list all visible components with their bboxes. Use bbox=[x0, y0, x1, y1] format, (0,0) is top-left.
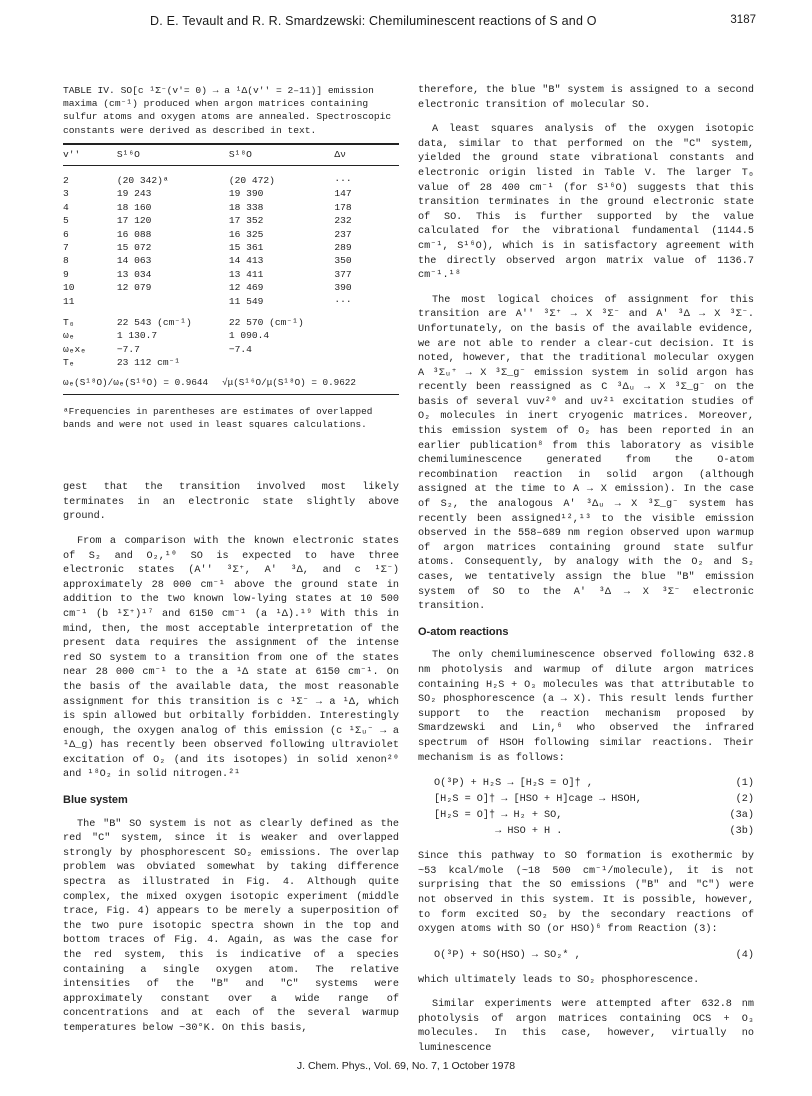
right-paragraph-3: The most logical choices of assignment for this transition are A'' ³Σ⁺ → X ³Σ⁻ and A' ³Δ → X ³Σ⁻. Unfortunately, on the basis of the available evidence, we are not able to render a clear-cut decision. It is noted, however, that the traditional molecular oxygen A ³Σᵤ⁺ → X ³Σ_g⁻ emission system in solid argon has recently been reassigned as C ³Δᵤ → X ³Σ_g⁻ on the basis of several vuv²⁰ and uv²¹ excitation studies of O₂ molecules in inert cryogenic matrices. Moreover, this emission system of O₂ has been reported in an earlier publication⁸ from this laboratory as visible chemiluminescence generated from the O-atom recombination reaction in solid argon (although assigned at the time to A → X emission). In the case of S₂, the analogous A' ³Δᵤ → X ³Σ_g⁻ system has recently been assigned¹²,¹³ to the visible emission observed in the 558–689 nm region observed upon warmup of argon matrices containing ground state sulfur atoms. Consequently, by analogy with the O₂ and S₂ cases, we tentatively assign the blue "B" emission system of SO to the A' ³Δ → X ³Σ⁻ electronic transition. bbox=[418, 294, 754, 613]
equation-expression: [H₂S = O]† → [HSO + H]cage → HSOH, bbox=[434, 794, 642, 806]
table-cell: 10 bbox=[63, 282, 75, 294]
table-row bbox=[63, 268, 399, 281]
table-cell: (20 472) bbox=[228, 174, 275, 186]
table-cell: 8 bbox=[63, 255, 69, 267]
table-cell: 16 325 bbox=[228, 228, 264, 240]
equation-block-4 bbox=[418, 948, 754, 964]
table-cell: 1 130.7 bbox=[116, 330, 158, 342]
equation-expression: O(³P) + H₂S → [H₂S = O]† , bbox=[434, 778, 593, 790]
left-paragraph-3: The "B" SO system is not as clearly defined as the red "C" system, since it is weaker and overlapped strongly by phosphorescent SO₂ emissions. The overlap problem was obviated somewhat by taking difference spectra as illustrated in Fig. 4. Although quite complex, the mixed oxygen isotopic experiment (middle trace, Fig. 4) appears to be merely a superposition of the two pure isotopic spectra shown in the top and bottom traces of Fig. 4. Again, as was the case for the red system, this is indicative of a species containing a single oxygen atom. The relative intensities of the "B" and "C" systems were approximately constant over a wide range of concentrations and at each of the several warmup temperatures below ~30°K. On this basis, bbox=[63, 818, 399, 1034]
section-heading-o-atom-reactions: O-atom reactions bbox=[418, 625, 509, 638]
table-row bbox=[63, 281, 399, 294]
running-head bbox=[0, 14, 812, 34]
table-cell: 5 bbox=[63, 215, 69, 227]
table-cell: 13 411 bbox=[228, 268, 264, 280]
equation-number: (3a) bbox=[729, 810, 754, 822]
table-cell: 17 120 bbox=[116, 215, 152, 227]
equation bbox=[418, 792, 754, 808]
table-cell: −7.4 bbox=[228, 343, 252, 355]
table-cell: 19 243 bbox=[116, 188, 152, 200]
table-cell: 377 bbox=[334, 268, 352, 280]
right-paragraph-6: which ultimately leads to SO₂ phosphorescence. bbox=[418, 974, 700, 986]
page-number: 3187 bbox=[730, 14, 756, 26]
right-paragraph-7: Similar experiments were attempted after 632.8 nm photolysis of argon matrices containing OCS + O₃ molecules. In this case, however, virtually no luminescence bbox=[418, 999, 754, 1055]
table-cell bbox=[117, 295, 229, 308]
equation-expression: O(³P) + SO(HSO) → SO₂* , bbox=[434, 949, 581, 961]
equation bbox=[418, 808, 754, 824]
table-caption: TABLE IV. SO[c ¹Σ⁻(v'= 0) → a ¹Δ(v'' = 2–11)] emission maxima (cm⁻¹) produced when argon matrices containing sulfur atoms and oxygen atoms are annealed. Spectroscopic constants were derived as described in text. bbox=[63, 85, 392, 136]
table-row bbox=[63, 228, 399, 241]
equation-block bbox=[418, 776, 754, 840]
table-cell: 3 bbox=[63, 188, 69, 200]
table-cell: 232 bbox=[334, 215, 352, 227]
equation-number: (1) bbox=[735, 778, 754, 790]
table-cell: ωₑxₑ bbox=[63, 343, 87, 355]
equation bbox=[418, 776, 754, 792]
equation-expression: [H₂S = O]† → H₂ + SO, bbox=[434, 810, 563, 822]
equation-number: (2) bbox=[735, 794, 754, 806]
table-cell bbox=[334, 316, 399, 329]
table-cell: 4 bbox=[63, 201, 69, 213]
table-cell: 2 bbox=[63, 174, 69, 186]
table-spacer-cell bbox=[63, 308, 399, 316]
table-header-cell: v'' bbox=[63, 148, 81, 160]
table-cell: 22 570 (cm⁻¹) bbox=[228, 316, 304, 328]
table-cell: ··· bbox=[334, 174, 352, 186]
table-cell: 12 469 bbox=[228, 282, 264, 294]
journal-footer: J. Chem. Phys., Vol. 69, No. 7, 1 October 1978 bbox=[296, 1060, 516, 1072]
constants-row bbox=[63, 356, 399, 369]
table-cell: 12 079 bbox=[116, 282, 152, 294]
table-cell: 7 bbox=[63, 241, 69, 253]
right-paragraph-4: The only chemiluminescence observed following 632.8 nm photolysis and warmup of dilute argon matrices containing H₂S + O₃ molecules was that attributable to SO₂ phosphorescence (a → X). This result lends further support to the reaction mechanism proposed by Smardzewski and Lin,⁶ who observed the infrared spectrum of HSOH following similar reactions. Their mechanism is as follows: bbox=[418, 650, 754, 764]
equation-expression: → HSO + H . bbox=[434, 826, 563, 838]
table-row bbox=[63, 187, 399, 200]
right-paragraph-5: Since this pathway to SO formation is exothermic by ~53 kcal/mole (~18 500 cm⁻¹/molecule), it is not surprising that the SO emissions ("B" and "C") were not observed in this system. It is possible, however, to form excited SO₂ by the secondary reactions of oxygen atoms with SO (or HSO)⁶ from Reaction (3): bbox=[418, 851, 754, 936]
table-cell bbox=[334, 329, 399, 342]
table-spacer-cell bbox=[63, 166, 399, 174]
table-row bbox=[63, 214, 399, 227]
table-cell: 14 413 bbox=[228, 255, 264, 267]
table-cell bbox=[334, 356, 399, 369]
table-cell bbox=[229, 356, 335, 369]
table-cell: 22 543 (cm⁻¹) bbox=[116, 316, 192, 328]
table-cell: 6 bbox=[63, 228, 69, 240]
table-cell: 237 bbox=[334, 228, 352, 240]
table-cell: 18 160 bbox=[116, 201, 152, 213]
frequency-ratio: ωₑ(S¹⁸O)/ωₑ(S¹⁶O) = 0.9644 bbox=[63, 376, 209, 388]
table-footnote: ᵃFrequencies in parentheses are estimates of overlapped bands and were not used in least squares calculations. bbox=[63, 406, 373, 431]
table-body bbox=[63, 166, 399, 370]
table-spacer bbox=[63, 308, 399, 316]
table-cell: 14 063 bbox=[116, 255, 152, 267]
table-cell: 289 bbox=[334, 241, 352, 253]
table-cell: 9 bbox=[63, 268, 69, 280]
equation-number: (4) bbox=[735, 949, 754, 961]
constants-row bbox=[63, 316, 399, 329]
right-paragraph-1: therefore, the blue "B" system is assigned to a second electronic transition of molecular SO. bbox=[418, 85, 754, 111]
table-header-cell: Δν bbox=[334, 148, 346, 160]
table-cell: T₀ bbox=[63, 316, 75, 328]
table-cell: 11 549 bbox=[228, 295, 264, 307]
left-column bbox=[63, 84, 399, 1047]
table-cell: ωₑ bbox=[63, 330, 75, 342]
table-cell: 16 088 bbox=[116, 228, 152, 240]
table-header-cell: S¹⁸O bbox=[228, 148, 252, 160]
equation bbox=[418, 824, 754, 840]
table-cell: 350 bbox=[334, 255, 352, 267]
table-cell: Tₑ bbox=[63, 357, 75, 369]
table-cell: −7.7 bbox=[116, 343, 140, 355]
table-cell: 11 bbox=[63, 295, 75, 307]
running-head-title: D. E. Tevault and R. R. Smardzewski: Chemiluminescent reactions of S and O bbox=[150, 14, 597, 28]
left-paragraph-1: gest that the transition involved most likely terminates in an electronic state slightly above ground. bbox=[63, 482, 399, 523]
right-column bbox=[418, 84, 754, 1067]
table-cell: 178 bbox=[334, 201, 352, 213]
table-cell: 17 352 bbox=[228, 215, 264, 227]
right-paragraph-2: A least squares analysis of the oxygen isotopic data, similar to that performed on the "C" system, yielded the ground state vibrational constants and electronic origin listed in Table V. The larger T₀ value of 28 400 cm⁻¹ (for S¹⁶O) suggests that this transition terminates in the ground electronic state of SO. This is further supported by the value calculated for the vibrational fundamental (1144.5 cm⁻¹, S¹⁶O), which is in satisfactory agreement with the directly observed argon matrix value of 1136.7 cm⁻¹.¹⁸ bbox=[418, 124, 754, 282]
data-table bbox=[63, 145, 399, 370]
table-cell: 1 090.4 bbox=[228, 330, 270, 342]
table-row bbox=[63, 201, 399, 214]
table-header-cell: S¹⁶O bbox=[116, 148, 140, 160]
ratio-row bbox=[63, 372, 399, 396]
table-cell: 19 390 bbox=[228, 188, 264, 200]
table-row bbox=[63, 295, 399, 308]
table-cell: 15 072 bbox=[116, 241, 152, 253]
table-row bbox=[63, 174, 399, 187]
table-row bbox=[63, 241, 399, 254]
left-paragraph-2: From a comparison with the known electronic states of S₂ and O₂,¹⁰ SO is expected to have three electronic states (A'' ³Σ⁺, A' ³Δ, and c ¹Σ⁻) approximately 28 000 cm⁻¹ above the ground state in addition to the two known low-lying states at 10 500 cm⁻¹ (b ¹Σ⁺)¹⁷ and 6150 cm⁻¹ (a ¹Δ).¹⁹ With this in mind, then, the most acceptable interpretation of the present data requires the assignment of the intense red SO system to a transition from one of the states near 28 000 cm⁻¹ to the a ¹Δ state at 6150 cm⁻¹. On the basis of the available data, the most reasonable assignment for this transition is c ¹Σ⁻ → a ¹Δ, which is spin allowed but orbitally forbidden. Interestingly enough, the oxygen analog of this emission (c ¹Σᵤ⁻ → a ¹Δ_g) has recently been observed following ultraviolet excitation of O₂ (and its isotopes) in solid xenon²⁰ and ¹⁸O₂ in solid nitrogen.²¹ bbox=[63, 535, 399, 781]
table-cell: 390 bbox=[334, 282, 352, 294]
table-cell: ··· bbox=[334, 295, 352, 307]
section-heading-blue-system: Blue system bbox=[63, 794, 128, 807]
constants-row bbox=[63, 343, 399, 356]
equation-number: (3b) bbox=[729, 826, 754, 838]
table-spacer bbox=[63, 166, 399, 174]
table-row bbox=[63, 254, 399, 267]
equation bbox=[418, 948, 754, 964]
mass-ratio: √μ(S¹⁶O/μ(S¹⁸O) = 0.9622 bbox=[222, 376, 356, 388]
table-header-row bbox=[63, 145, 399, 166]
table-cell: 147 bbox=[334, 188, 352, 200]
table-cell: 18 338 bbox=[228, 201, 264, 213]
table-cell: 15 361 bbox=[228, 241, 264, 253]
table-cell: (20 342)ᵃ bbox=[116, 174, 169, 186]
table-cell: 23 112 cm⁻¹ bbox=[116, 357, 181, 369]
table-cell: 13 034 bbox=[116, 268, 152, 280]
table-cell bbox=[334, 343, 399, 356]
constants-row bbox=[63, 329, 399, 342]
